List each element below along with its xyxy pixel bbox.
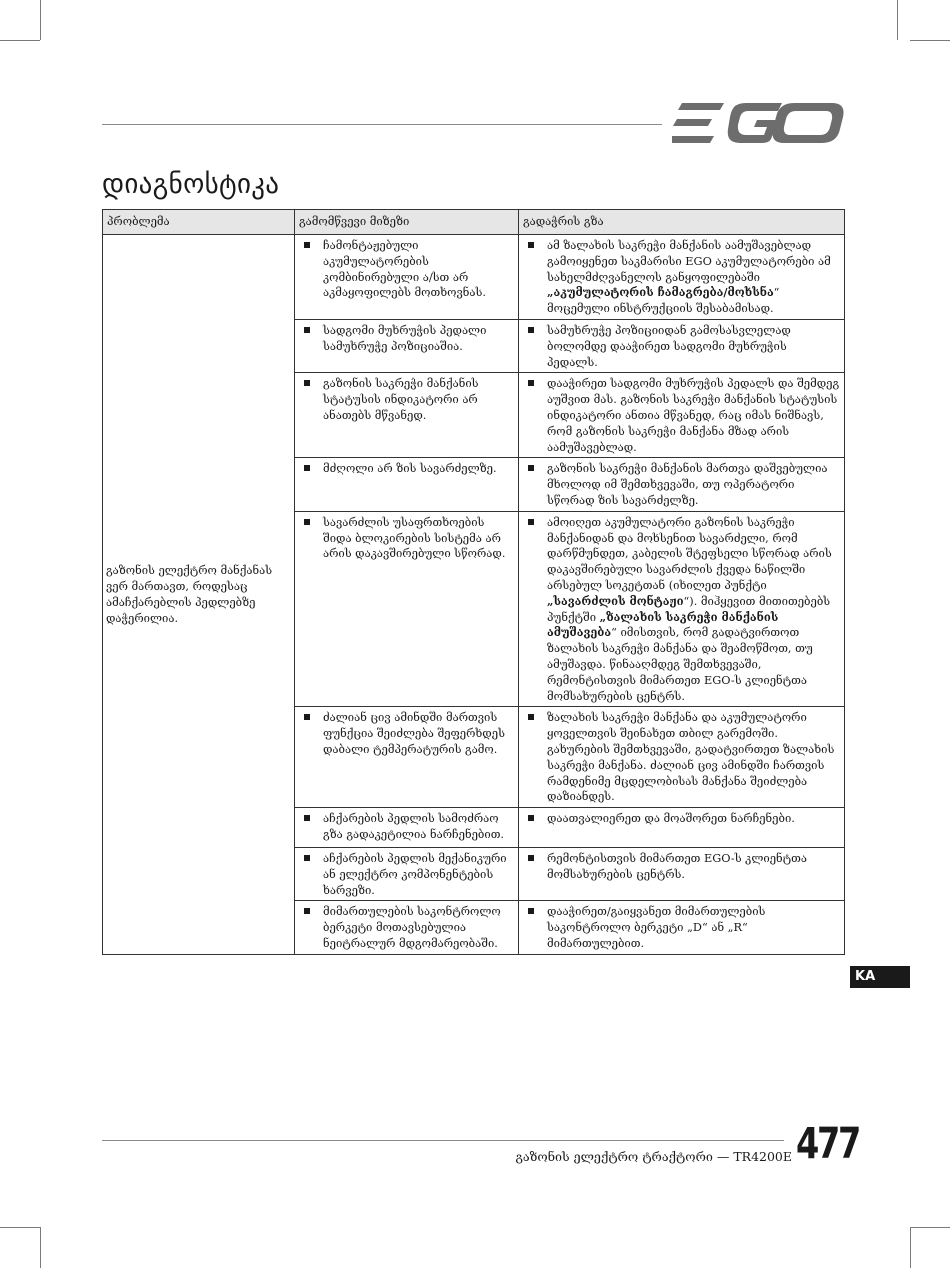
bullet-icon bbox=[528, 519, 534, 525]
cause-cell bbox=[295, 373, 519, 458]
footer-rule bbox=[102, 1140, 784, 1141]
table-header-row bbox=[103, 210, 845, 235]
table-row bbox=[103, 235, 845, 320]
solution-cell bbox=[519, 235, 845, 320]
solution-text: დააჭირეთ სადგომი მუხრუჭის პედალს და შემდეგ აუშვით მას. გაზონის საკრეჭი მანქანის სტატუსის ინდიკატორი ანთია მწვანედ, რაც იმას ნიშნავს, რომ გაზონის საკრეჭი მანქანა მზად არის აამუშავებლად. bbox=[547, 377, 840, 454]
page-number: 477 bbox=[796, 1119, 859, 1169]
solution-text: რემონტისთვის მიმართეთ EGO-ს კლიენტთა მომსახურების ცენტრს. bbox=[547, 852, 807, 881]
header-rule bbox=[102, 124, 662, 125]
bullet-icon bbox=[528, 465, 534, 471]
bullet-icon bbox=[528, 327, 534, 333]
cause-cell bbox=[295, 707, 519, 808]
cause-cell bbox=[295, 235, 519, 320]
solution-text: დააჭირეთ/გაიყვანეთ მიმართულების საკონტროლო ბერკეტი „D“ ან „R“ მიმართულებით. bbox=[547, 905, 766, 951]
crop-mark bbox=[897, 0, 898, 40]
bullet-icon bbox=[304, 908, 310, 914]
cause-text: ძალიან ცივ ამინდში მართვის ფუნქცია შეიძლება შეფერხდეს დაბალი ტემპერატურის გამო. bbox=[323, 711, 505, 756]
header-cause: გამომწვევი მიზეზი bbox=[295, 210, 519, 235]
problem-cell: გაზონის ელექტრო მანქანას ვერ მართავთ, როდესაც ამაჩქარებლის პედლებზე დაჭერილია. bbox=[103, 235, 295, 955]
solution-text: “ მოცემული ინსტრუქციის შესაბამისად. bbox=[547, 286, 780, 316]
solution-section-ref: „სავარძლის მონტაჟი bbox=[547, 593, 684, 608]
cause-text: სავარძლის უსაფრთხოების შიდა ბლოკირების სისტემა არ არის დაკავშირებული სწორად. bbox=[323, 515, 506, 561]
cause-cell bbox=[295, 848, 519, 901]
bullet-icon bbox=[304, 855, 310, 861]
crop-mark bbox=[910, 1227, 950, 1228]
solution-text: გაზონის საკრეჭი მანქანის მართვა დაშვებულია მხოლოდ იმ შემთხვევაში, თუ ოპერატორი სწორად ზის სავარძელზე. bbox=[547, 462, 828, 507]
solution-cell bbox=[519, 707, 845, 808]
solution-text: ამოიღეთ აკუმულატორი გაზონის საკრეჭი მანქანიდან და მოხსენით სავარძელი, რომ დარწმუნდეთ, კაბელის შტეფსელი სწორად არის დაკავშირებული სავარძლის ქვედა ნაწილში არსებულ სოკეტთან (იხილეთ პუნქტი bbox=[547, 515, 832, 592]
solution-cell bbox=[519, 808, 845, 848]
bullet-icon bbox=[528, 380, 534, 386]
header-solution: გადაჭრის გზა bbox=[519, 210, 845, 235]
cause-cell bbox=[295, 901, 519, 954]
cause-text: გაზონის საკრეჭი მანქანის სტატუსის ინდიკატორი არ ანათებს მწვანედ. bbox=[323, 377, 479, 422]
solution-text: “ იმისთვის, რომ გადატვირთოთ ზალახის საკრეჭი მანქანა და შეამოწმოთ, თუ ამუშავდა. წინააღმდეგ შემთხვევაში, რემონტისთვის მიმართეთ EGO-ს კლიენტთა მომსახურების ცენტრს. bbox=[547, 626, 813, 703]
logo-letter-e bbox=[672, 103, 724, 143]
bullet-icon bbox=[528, 714, 534, 720]
bullet-icon bbox=[528, 908, 534, 914]
bullet-icon bbox=[304, 815, 310, 821]
logo-letter-o bbox=[772, 103, 843, 143]
bullet-icon bbox=[304, 465, 310, 471]
bullet-icon bbox=[304, 714, 310, 720]
crop-mark bbox=[910, 1227, 911, 1268]
footer-product-name: გაზონის ელექტრო ტრაქტორი — TR4200E bbox=[515, 1149, 792, 1164]
solution-text: სამუხრუჭე პოზიციიდან გამოსასვლელად ბოლომდე დააჭირეთ სადგომი მუხრუჭის პედალს. bbox=[547, 323, 791, 369]
bullet-icon bbox=[528, 855, 534, 861]
solution-cell bbox=[519, 848, 845, 901]
bullet-icon bbox=[304, 519, 310, 525]
bullet-icon bbox=[304, 380, 310, 386]
cause-text: სადგომი მუხრუჭის პედალი სამუხრუჭე პოზიციაშია. bbox=[323, 323, 487, 353]
page-title: დიაგნოსტიკა bbox=[102, 169, 280, 200]
bullet-icon bbox=[304, 327, 310, 333]
crop-mark bbox=[40, 1227, 41, 1268]
language-tab: KA bbox=[850, 966, 910, 988]
cause-cell bbox=[295, 808, 519, 848]
bullet-icon bbox=[528, 242, 534, 248]
crop-mark bbox=[0, 40, 40, 41]
cause-cell bbox=[295, 319, 519, 372]
solution-section-ref: „ზალახის საკრეჭი მანქანის ამუშავება bbox=[547, 609, 779, 640]
cause-text: მძღოლი არ ზის სავარძელზე. bbox=[323, 462, 497, 476]
cause-text: მიმართულების საკონტროლო ბერკეტი მოთავსებულია ნეიტრალურ მდგომარეობაში. bbox=[323, 905, 501, 951]
solution-text: “). მიჰყევით მითითებებს პუნქტში bbox=[547, 594, 831, 624]
cause-cell bbox=[295, 511, 519, 707]
diagnostics-table bbox=[102, 209, 845, 955]
solution-text: დაათვალიერეთ და მოაშორეთ ნარჩენები. bbox=[547, 812, 795, 826]
cause-text: აჩქარების პედლის მექანიკური ან ელექტრო კომპონენტების ხარვეზი. bbox=[323, 852, 507, 897]
header-problem: პრობლემა bbox=[103, 210, 295, 235]
solution-cell bbox=[519, 319, 845, 372]
crop-mark bbox=[910, 40, 950, 41]
solution-section-ref: „აკუმულატორის ჩამაგრება/მოხსნა bbox=[547, 285, 774, 300]
solution-cell bbox=[519, 901, 845, 954]
bullet-icon bbox=[528, 815, 534, 821]
ego-logo bbox=[672, 103, 844, 143]
solution-cell bbox=[519, 458, 845, 511]
cause-text: აჩქარების პედლის სამოძრაო გზა გადაკეტილია ნარჩენებით. bbox=[323, 812, 505, 841]
cause-text: ჩამონტაჟებული აკუმულატორების კომბინირებული ა/სთ არ აკმაყოფილებს მოთხოვნას. bbox=[323, 239, 486, 300]
solution-text: ამ ზალახის საკრეჭი მანქანის აამუშავებლად გამოიყენეთ საკმარისი EGO აკუმულატორები ამ სახელმძღვანელოს განყოფილებაში bbox=[547, 239, 831, 284]
crop-mark bbox=[40, 0, 41, 40]
solution-text: ზალახის საკრეჭი მანქანა და აკუმულატორი ყოველთვის შეინახეთ თბილ გარემოში. გახურების შემთხვევაში, გადატვირთეთ ზალახის საკრეჭი მანქანა. ძალიან ცივ ამინდში ჩართვის რამდენიმე მცდელობისას მანქანა შეიძლება დაზიანდეს. bbox=[547, 711, 835, 804]
cause-cell bbox=[295, 458, 519, 511]
crop-mark bbox=[0, 1227, 40, 1228]
solution-cell bbox=[519, 511, 845, 707]
solution-cell bbox=[519, 373, 845, 458]
bullet-icon bbox=[304, 242, 310, 248]
